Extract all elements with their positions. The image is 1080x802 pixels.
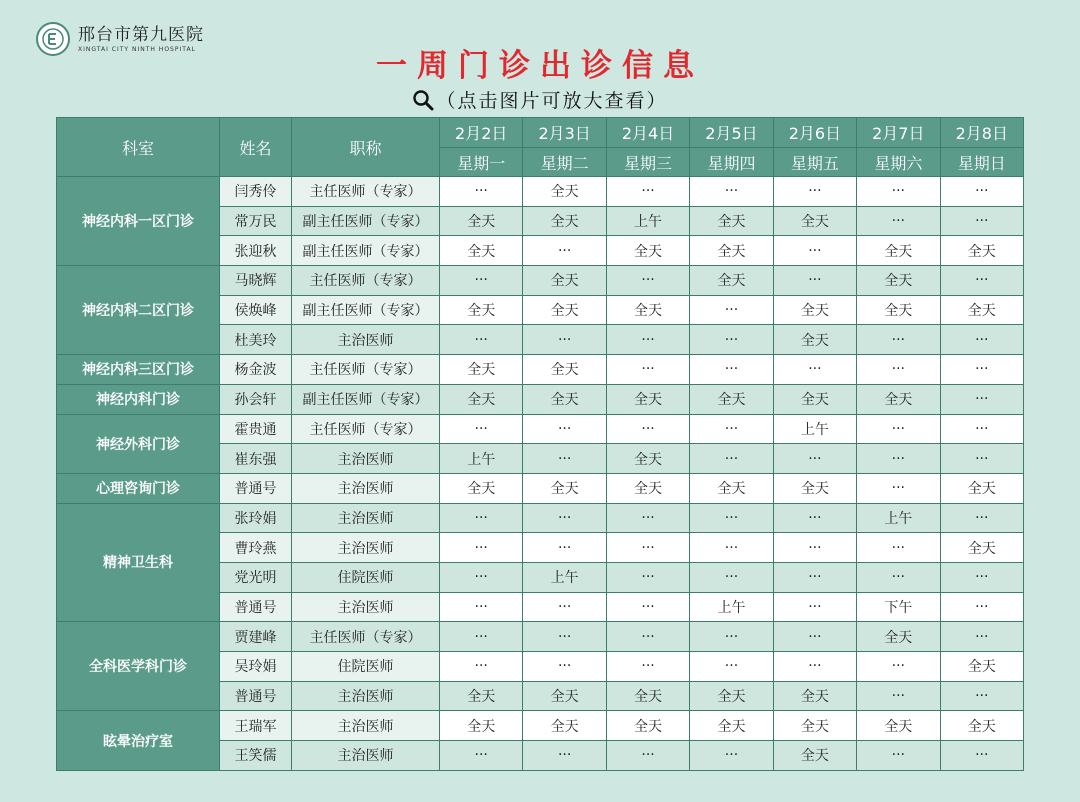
schedule-cell: 全天 — [606, 473, 689, 503]
doctor-title: 主治医师 — [292, 325, 440, 355]
schedule-cell: 全天 — [440, 295, 523, 325]
department-name: 眩晕治疗室 — [57, 711, 220, 770]
schedule-row — [57, 384, 1024, 414]
schedule-cell: 全天 — [440, 681, 523, 711]
doctor-name: 霍贵通 — [220, 414, 292, 444]
doctor-name: 张迎秋 — [220, 236, 292, 266]
schedule-cell: 全天 — [606, 681, 689, 711]
schedule-cell: ··· — [857, 652, 940, 682]
schedule-cell: ··· — [690, 177, 773, 207]
department-name: 神经外科门诊 — [57, 414, 220, 473]
doctor-title: 主治医师 — [292, 681, 440, 711]
schedule-cell: ··· — [440, 562, 523, 592]
schedule-cell: ··· — [440, 325, 523, 355]
schedule-cell: ··· — [857, 741, 940, 771]
doctor-name: 常万民 — [220, 206, 292, 236]
header-title: 职称 — [292, 118, 440, 177]
doctor-name: 闫秀伶 — [220, 177, 292, 207]
schedule-cell: 全天 — [857, 236, 940, 266]
schedule-cell: ··· — [606, 325, 689, 355]
hospital-name-en: XINGTAI CITY NINTH HOSPITAL — [78, 45, 196, 53]
schedule-cell: 全天 — [940, 473, 1023, 503]
schedule-cell: 全天 — [440, 206, 523, 236]
doctor-title: 主治医师 — [292, 444, 440, 474]
doctor-name: 普通号 — [220, 681, 292, 711]
doctor-name: 王笑儒 — [220, 741, 292, 771]
schedule-cell: ··· — [773, 177, 856, 207]
schedule-cell: 全天 — [857, 711, 940, 741]
schedule-cell: ··· — [523, 652, 606, 682]
schedule-cell: 上午 — [857, 503, 940, 533]
doctor-name: 王瑞军 — [220, 711, 292, 741]
doctor-title: 副主任医师（专家） — [292, 295, 440, 325]
schedule-cell: ··· — [606, 266, 689, 296]
hospital-name: 邢台市第九医院 — [78, 24, 204, 45]
department-name: 神经内科三区门诊 — [57, 355, 220, 385]
doctor-name: 杨金波 — [220, 355, 292, 385]
schedule-cell: ··· — [857, 681, 940, 711]
doctor-title: 主治医师 — [292, 711, 440, 741]
page-title: 一周门诊出诊信息 — [376, 48, 704, 84]
subtitle — [0, 86, 1080, 113]
schedule-cell: 全天 — [440, 711, 523, 741]
schedule-cell: ··· — [773, 503, 856, 533]
department-name: 全科医学科门诊 — [57, 622, 220, 711]
schedule-cell: 全天 — [523, 177, 606, 207]
subtitle-text: （点击图片可放大查看） — [436, 90, 668, 112]
schedule-cell: ··· — [940, 503, 1023, 533]
schedule-cell: ··· — [857, 355, 940, 385]
department-name: 神经内科门诊 — [57, 384, 220, 414]
schedule-cell: 全天 — [606, 384, 689, 414]
schedule-cell: ··· — [773, 266, 856, 296]
schedule-cell: ··· — [523, 533, 606, 563]
schedule-cell: ··· — [940, 622, 1023, 652]
schedule-cell: ··· — [940, 384, 1023, 414]
doctor-name: 杜美玲 — [220, 325, 292, 355]
schedule-cell: ··· — [606, 652, 689, 682]
schedule-cell: 全天 — [523, 206, 606, 236]
header-date: 2月6日 — [773, 118, 856, 148]
doctor-name: 普通号 — [220, 592, 292, 622]
doctor-title: 主治医师 — [292, 503, 440, 533]
schedule-cell: ··· — [606, 503, 689, 533]
schedule-cell: ··· — [606, 741, 689, 771]
header-weekday: 星期一 — [440, 148, 523, 177]
schedule-cell: ··· — [940, 741, 1023, 771]
schedule-row — [57, 177, 1024, 207]
schedule-cell: ··· — [773, 236, 856, 266]
schedule-cell: ··· — [440, 652, 523, 682]
schedule-cell: ··· — [690, 355, 773, 385]
doctor-title: 主治医师 — [292, 473, 440, 503]
schedule-cell: ··· — [523, 741, 606, 771]
department-name: 神经内科一区门诊 — [57, 177, 220, 266]
schedule-cell: 全天 — [690, 236, 773, 266]
doctor-name: 孙会轩 — [220, 384, 292, 414]
header-weekday: 星期五 — [773, 148, 856, 177]
schedule-cell: ··· — [523, 592, 606, 622]
doctor-title: 主任医师（专家） — [292, 414, 440, 444]
schedule-cell: 上午 — [440, 444, 523, 474]
schedule-cell: 全天 — [606, 711, 689, 741]
schedule-cell: ··· — [690, 444, 773, 474]
schedule-cell: 全天 — [773, 384, 856, 414]
schedule-cell: ··· — [940, 325, 1023, 355]
schedule-cell: ··· — [440, 592, 523, 622]
schedule-cell: 上午 — [606, 206, 689, 236]
schedule-cell: 全天 — [523, 384, 606, 414]
schedule-cell: 全天 — [690, 681, 773, 711]
schedule-cell: ··· — [940, 414, 1023, 444]
doctor-title: 主任医师（专家） — [292, 622, 440, 652]
schedule-cell: 全天 — [440, 236, 523, 266]
header-date: 2月4日 — [606, 118, 689, 148]
schedule-cell: ··· — [690, 414, 773, 444]
schedule-cell: ··· — [940, 177, 1023, 207]
schedule-cell: 全天 — [940, 652, 1023, 682]
doctor-title: 主任医师（专家） — [292, 355, 440, 385]
doctor-title: 主任医师（专家） — [292, 266, 440, 296]
schedule-cell: 全天 — [523, 681, 606, 711]
schedule-cell: 全天 — [773, 325, 856, 355]
doctor-name: 普通号 — [220, 473, 292, 503]
schedule-row — [57, 503, 1024, 533]
doctor-title: 主治医师 — [292, 741, 440, 771]
department-name: 心理咨询门诊 — [57, 473, 220, 503]
schedule-cell: 上午 — [523, 562, 606, 592]
schedule-cell: ··· — [857, 414, 940, 444]
schedule-cell: ··· — [940, 444, 1023, 474]
schedule-cell: 全天 — [857, 622, 940, 652]
schedule-table — [56, 117, 1024, 771]
schedule-cell: 全天 — [690, 473, 773, 503]
doctor-title: 住院医师 — [292, 562, 440, 592]
schedule-row — [57, 473, 1024, 503]
schedule-cell: ··· — [857, 562, 940, 592]
schedule-row — [57, 266, 1024, 296]
header-date: 2月8日 — [940, 118, 1023, 148]
schedule-cell: ··· — [523, 414, 606, 444]
schedule-cell: ··· — [440, 414, 523, 444]
schedule-cell: 全天 — [690, 266, 773, 296]
schedule-cell: 全天 — [440, 473, 523, 503]
schedule-row — [57, 414, 1024, 444]
schedule-cell: 全天 — [940, 533, 1023, 563]
schedule-cell: ··· — [690, 562, 773, 592]
doctor-name: 党光明 — [220, 562, 292, 592]
schedule-cell: 全天 — [690, 206, 773, 236]
header-weekday: 星期二 — [523, 148, 606, 177]
header-row-dates — [57, 118, 1024, 148]
schedule-cell: 全天 — [440, 355, 523, 385]
schedule-cell: ··· — [606, 414, 689, 444]
schedule-cell: ··· — [690, 652, 773, 682]
schedule-cell: ··· — [523, 622, 606, 652]
schedule-cell: ··· — [606, 533, 689, 563]
schedule-cell: 全天 — [523, 711, 606, 741]
schedule-cell: 全天 — [606, 295, 689, 325]
schedule-cell: ··· — [940, 681, 1023, 711]
schedule-cell: ··· — [690, 533, 773, 563]
schedule-cell: ··· — [857, 206, 940, 236]
schedule-body — [57, 177, 1024, 771]
schedule-cell: 全天 — [773, 741, 856, 771]
header-weekday: 星期四 — [690, 148, 773, 177]
doctor-name: 吴玲娟 — [220, 652, 292, 682]
doctor-name: 贾建峰 — [220, 622, 292, 652]
header-weekday: 星期三 — [606, 148, 689, 177]
schedule-cell: ··· — [440, 503, 523, 533]
schedule-cell: 全天 — [773, 295, 856, 325]
schedule-cell: 全天 — [940, 295, 1023, 325]
schedule-cell: ··· — [606, 562, 689, 592]
header-dept: 科室 — [57, 118, 220, 177]
schedule-cell: ··· — [773, 652, 856, 682]
schedule-cell: 全天 — [857, 266, 940, 296]
schedule-cell: ··· — [606, 592, 689, 622]
schedule-cell: ··· — [940, 592, 1023, 622]
schedule-row — [57, 622, 1024, 652]
schedule-cell: 全天 — [690, 711, 773, 741]
schedule-cell: 全天 — [523, 473, 606, 503]
schedule-cell: 下午 — [857, 592, 940, 622]
schedule-cell: ··· — [857, 533, 940, 563]
schedule-cell: ··· — [440, 622, 523, 652]
schedule-cell: 全天 — [773, 206, 856, 236]
header-name: 姓名 — [220, 118, 292, 177]
header-weekday: 星期六 — [857, 148, 940, 177]
doctor-title: 住院医师 — [292, 652, 440, 682]
schedule-cell: ··· — [773, 562, 856, 592]
schedule-cell: ··· — [440, 533, 523, 563]
header-date: 2月5日 — [690, 118, 773, 148]
doctor-title: 副主任医师（专家） — [292, 236, 440, 266]
schedule-cell: 全天 — [773, 681, 856, 711]
magnifier-icon — [412, 89, 434, 111]
schedule-cell: ··· — [940, 206, 1023, 236]
schedule-cell: 全天 — [690, 384, 773, 414]
doctor-name: 侯焕峰 — [220, 295, 292, 325]
header-date: 2月2日 — [440, 118, 523, 148]
doctor-title: 主治医师 — [292, 533, 440, 563]
schedule-cell: 全天 — [440, 384, 523, 414]
schedule-cell: 全天 — [940, 711, 1023, 741]
schedule-cell: ··· — [440, 177, 523, 207]
schedule-cell: ··· — [773, 444, 856, 474]
schedule-cell: ··· — [523, 503, 606, 533]
schedule-cell: ··· — [773, 622, 856, 652]
header-date: 2月3日 — [523, 118, 606, 148]
schedule-cell: 上午 — [690, 592, 773, 622]
doctor-title: 副主任医师（专家） — [292, 206, 440, 236]
doctor-name: 曹玲燕 — [220, 533, 292, 563]
schedule-cell: ··· — [690, 741, 773, 771]
schedule-cell: 全天 — [857, 295, 940, 325]
schedule-cell: ··· — [606, 177, 689, 207]
schedule-cell: ··· — [773, 592, 856, 622]
schedule-cell: ··· — [940, 562, 1023, 592]
schedule-cell: ··· — [440, 741, 523, 771]
schedule-cell: ··· — [857, 473, 940, 503]
header-date: 2月7日 — [857, 118, 940, 148]
schedule-cell: ··· — [857, 325, 940, 355]
schedule-cell: 全天 — [857, 384, 940, 414]
schedule-cell: ··· — [606, 622, 689, 652]
schedule-cell: ··· — [440, 266, 523, 296]
schedule-cell: ··· — [857, 444, 940, 474]
schedule-row — [57, 711, 1024, 741]
schedule-cell: 全天 — [773, 473, 856, 503]
department-name: 精神卫生科 — [57, 503, 220, 622]
doctor-name: 张玲娟 — [220, 503, 292, 533]
schedule-cell: ··· — [690, 325, 773, 355]
schedule-cell: ··· — [523, 444, 606, 474]
schedule-cell: 全天 — [606, 236, 689, 266]
schedule-cell: ··· — [690, 295, 773, 325]
doctor-name: 马晓辉 — [220, 266, 292, 296]
schedule-cell: 全天 — [606, 444, 689, 474]
doctor-title: 主任医师（专家） — [292, 177, 440, 207]
schedule-cell: ··· — [773, 355, 856, 385]
doctor-name: 崔东强 — [220, 444, 292, 474]
schedule-cell: ··· — [940, 355, 1023, 385]
schedule-cell: ··· — [940, 266, 1023, 296]
schedule-cell: 全天 — [523, 355, 606, 385]
schedule-cell: 全天 — [523, 295, 606, 325]
schedule-cell: ··· — [690, 622, 773, 652]
schedule-cell: ··· — [773, 533, 856, 563]
doctor-title: 主治医师 — [292, 592, 440, 622]
schedule-cell: 全天 — [940, 236, 1023, 266]
schedule-cell: 全天 — [773, 711, 856, 741]
schedule-cell: ··· — [857, 177, 940, 207]
schedule-cell: ··· — [523, 236, 606, 266]
schedule-cell: 全天 — [523, 266, 606, 296]
schedule-row — [57, 355, 1024, 385]
schedule-cell: ··· — [690, 503, 773, 533]
department-name: 神经内科二区门诊 — [57, 266, 220, 355]
schedule-cell: ··· — [523, 325, 606, 355]
schedule-cell: 上午 — [773, 414, 856, 444]
header-weekday: 星期日 — [940, 148, 1023, 177]
doctor-title: 副主任医师（专家） — [292, 384, 440, 414]
schedule-cell: ··· — [606, 355, 689, 385]
